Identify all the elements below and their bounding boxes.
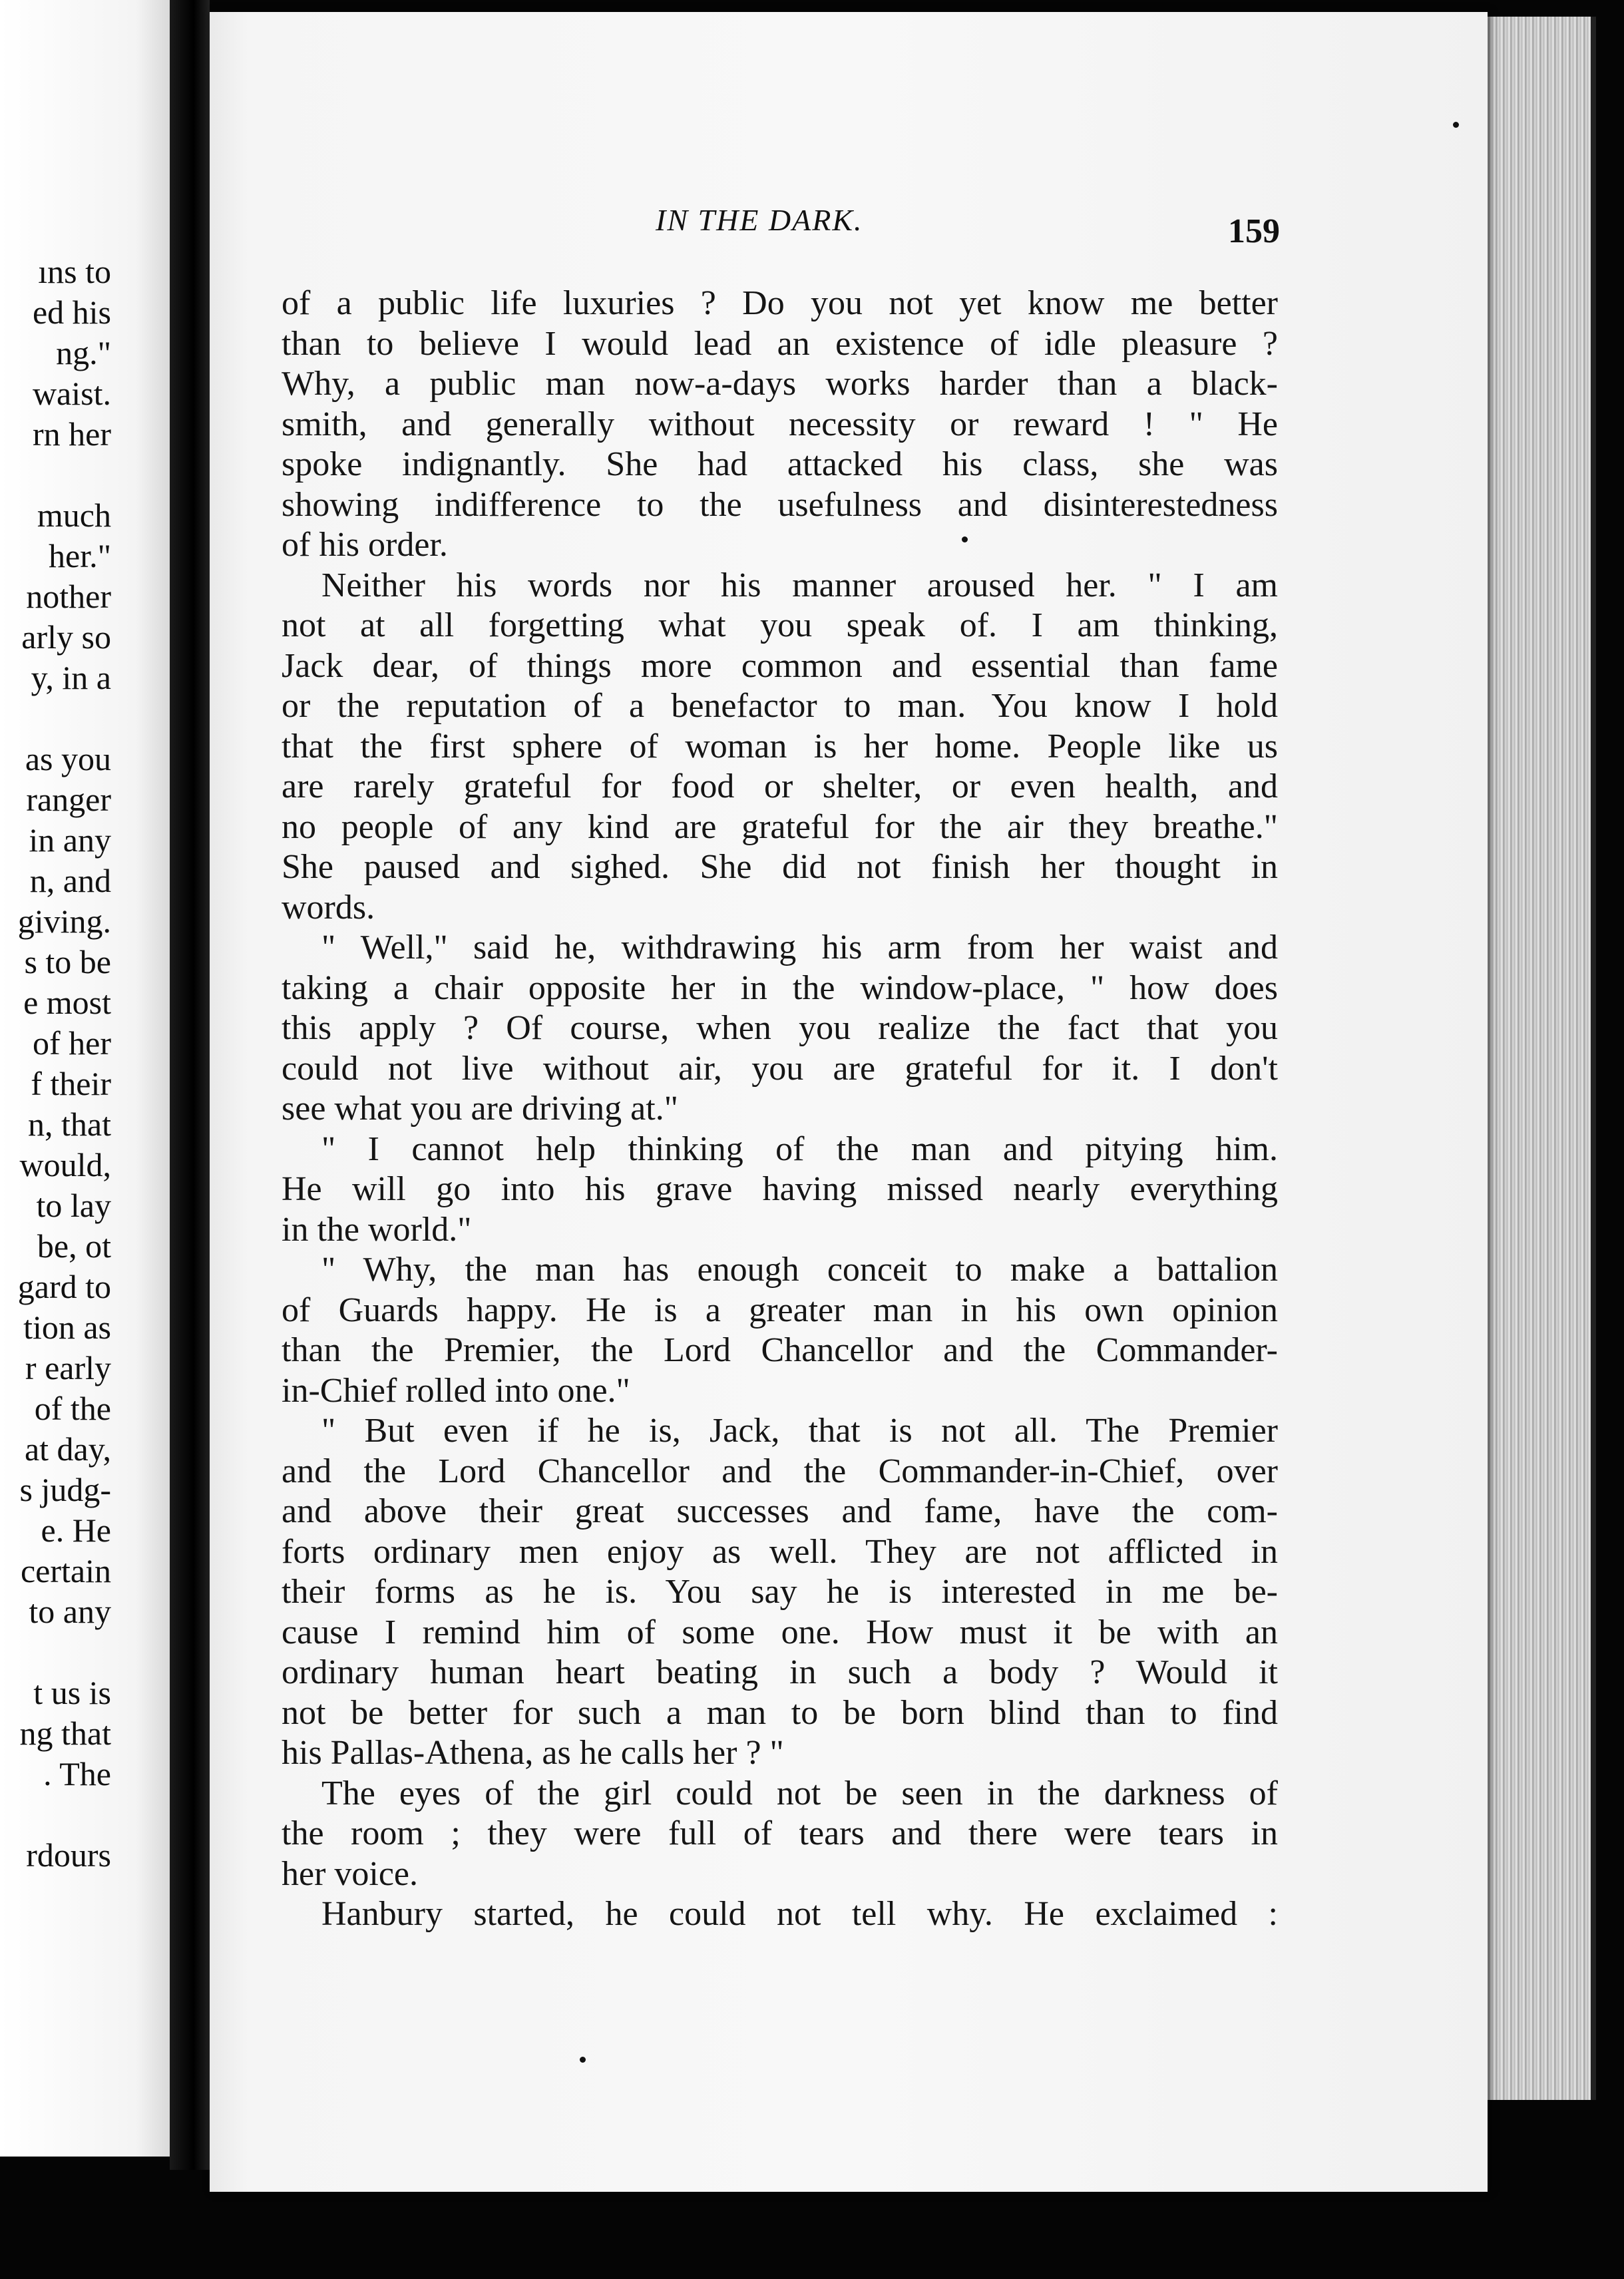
text-line: smith, and generally without necessity or reward ! " He	[282, 405, 1278, 443]
text-line: showing indifference to the usefulness and disinterestedness	[282, 485, 1278, 524]
left-page-line: ıns to	[38, 253, 111, 290]
left-page-line: ed his	[32, 294, 111, 331]
left-page-line: ng."	[56, 334, 111, 371]
left-page-line: arly so	[21, 618, 111, 656]
text-line: that the first sphere of woman is her home. People like us	[282, 727, 1278, 765]
text-line: no people of any kind are grateful for the air they breathe."	[282, 807, 1278, 846]
text-line: forts ordinary men enjoy as well. They are not afflicted in	[282, 1532, 1278, 1571]
text-line: of Guards happy. He is a greater man in his own opinion	[282, 1291, 1278, 1329]
left-page-line: to any	[29, 1593, 111, 1630]
text-line: are rarely grateful for food or shelter, or even health, and	[282, 767, 1278, 805]
text-line: Hanbury started, he could not tell why. He exclaimed :	[321, 1895, 1278, 1933]
left-page-line: e most	[23, 984, 111, 1021]
text-line: " Well," said he, withdrawing his arm from her waist and	[321, 929, 1278, 966]
left-page-line: in any	[29, 821, 111, 859]
text-line: ordinary human heart beating in such a body ? Would it	[282, 1653, 1278, 1691]
text-line: see what you are driving at."	[282, 1090, 678, 1128]
left-page-line: ng that	[19, 1715, 111, 1752]
left-page-line: of the	[34, 1390, 111, 1427]
text-line: could not live without air, you are grateful for it. I don't	[282, 1049, 1278, 1088]
text-line: his Pallas-Athena, as he calls her ? "	[282, 1734, 784, 1772]
text-line: not at all forgetting what you speak of. I am thinking,	[282, 606, 1278, 644]
text-line: " Why, the man has enough conceit to make a battalion	[321, 1251, 1278, 1289]
left-page-line: rn her	[33, 415, 111, 453]
left-page-line: of her	[33, 1024, 111, 1062]
left-page-line	[0, 1632, 111, 1673]
left-page-line	[0, 1794, 111, 1835]
left-page-line: much	[37, 497, 111, 534]
left-page-line: . The	[43, 1755, 111, 1792]
left-facing-page	[0, 0, 170, 2157]
left-page-line: s to be	[24, 943, 111, 980]
text-line: She paused and sighed. She did not finish her thought in	[282, 848, 1278, 886]
text-line: of a public life luxuries ? Do you not yet know me better	[282, 284, 1278, 322]
ink-speck	[962, 536, 968, 542]
text-line: in-Chief rolled into one."	[282, 1371, 630, 1410]
left-page-line: s judg-	[19, 1471, 111, 1508]
left-page-line: n, and	[29, 862, 111, 899]
text-line: or the reputation of a benefactor to man. You know I hold	[282, 687, 1278, 725]
text-line: Jack dear, of things more common and essential than fame	[282, 646, 1278, 685]
page-stack-edge	[1471, 17, 1596, 2100]
left-page-line: nother	[26, 578, 111, 615]
left-page-line: would,	[19, 1146, 111, 1183]
left-page-line: certain	[20, 1552, 111, 1589]
text-line: " But even if he is, Jack, that is not all. The Premier	[321, 1412, 1278, 1450]
ink-speck	[580, 2057, 586, 2063]
left-page-line: giving.	[17, 903, 111, 940]
left-page-line: gard to	[17, 1268, 111, 1305]
left-page-line: t us is	[33, 1674, 111, 1711]
left-page-line: f their	[31, 1065, 111, 1102]
text-line: not be better for such a man to be born blind than to find	[282, 1693, 1278, 1732]
book-gutter	[170, 0, 210, 2170]
left-page-line: r early	[25, 1349, 111, 1386]
left-page-line: e. He	[41, 1512, 111, 1549]
text-line: and the Lord Chancellor and the Commander-in-Chief, over	[282, 1452, 1278, 1490]
text-line: words.	[282, 888, 375, 927]
text-line: and above their great successes and fame, have the com-	[282, 1492, 1278, 1530]
text-line: The eyes of the girl could not be seen in the darkness of	[321, 1774, 1278, 1812]
left-page-text	[0, 252, 111, 1876]
text-line: than the Premier, the Lord Chancellor and the Commander-	[282, 1331, 1278, 1369]
text-line: spoke indignantly. She had attacked his class, she was	[282, 445, 1278, 483]
text-line: than to believe I would lead an existence of idle pleasure ?	[282, 324, 1278, 363]
left-page-line: waist.	[32, 375, 111, 412]
left-page-line: to lay	[36, 1187, 111, 1224]
text-line: Why, a public man now-a-days works harder than a black-	[282, 365, 1278, 403]
text-line: their forms as he is. You say he is interested in me be-	[282, 1573, 1278, 1611]
text-line: her voice.	[282, 1854, 419, 1893]
left-page-line: her."	[49, 537, 111, 574]
page-number: 159	[1228, 212, 1280, 250]
text-line: in the world."	[282, 1210, 472, 1249]
text-line: of his order.	[282, 526, 448, 564]
ink-speck	[1453, 122, 1459, 128]
text-line: taking a chair opposite her in the window-place, " how does	[282, 968, 1278, 1007]
text-line: Neither his words nor his manner aroused her. " I am	[321, 566, 1278, 604]
left-page-line: rdours	[26, 1836, 111, 1874]
left-page-line: y, in a	[31, 659, 111, 696]
left-page-line: at day,	[24, 1430, 111, 1468]
text-line: cause I remind him of some one. How must it be with an	[282, 1613, 1278, 1651]
left-page-line: be, ot	[37, 1227, 111, 1265]
text-line: He will go into his grave having missed nearly everything	[282, 1170, 1278, 1208]
body-text	[282, 284, 1278, 1935]
text-line: this apply ? Of course, when you realize the fact that you	[282, 1009, 1278, 1047]
left-page-line	[0, 698, 111, 739]
left-page-line	[0, 455, 111, 495]
text-line: the room ; they were full of tears and there were tears in	[282, 1814, 1278, 1852]
left-page-line: ranger	[26, 781, 111, 818]
running-head: IN THE DARK.	[656, 203, 863, 237]
book-page	[210, 12, 1488, 2192]
text-line: " I cannot help thinking of the man and pitying him.	[321, 1130, 1278, 1168]
left-page-line: as you	[25, 740, 111, 777]
left-page-line: n, that	[28, 1106, 111, 1143]
left-page-line: tion as	[23, 1309, 111, 1346]
